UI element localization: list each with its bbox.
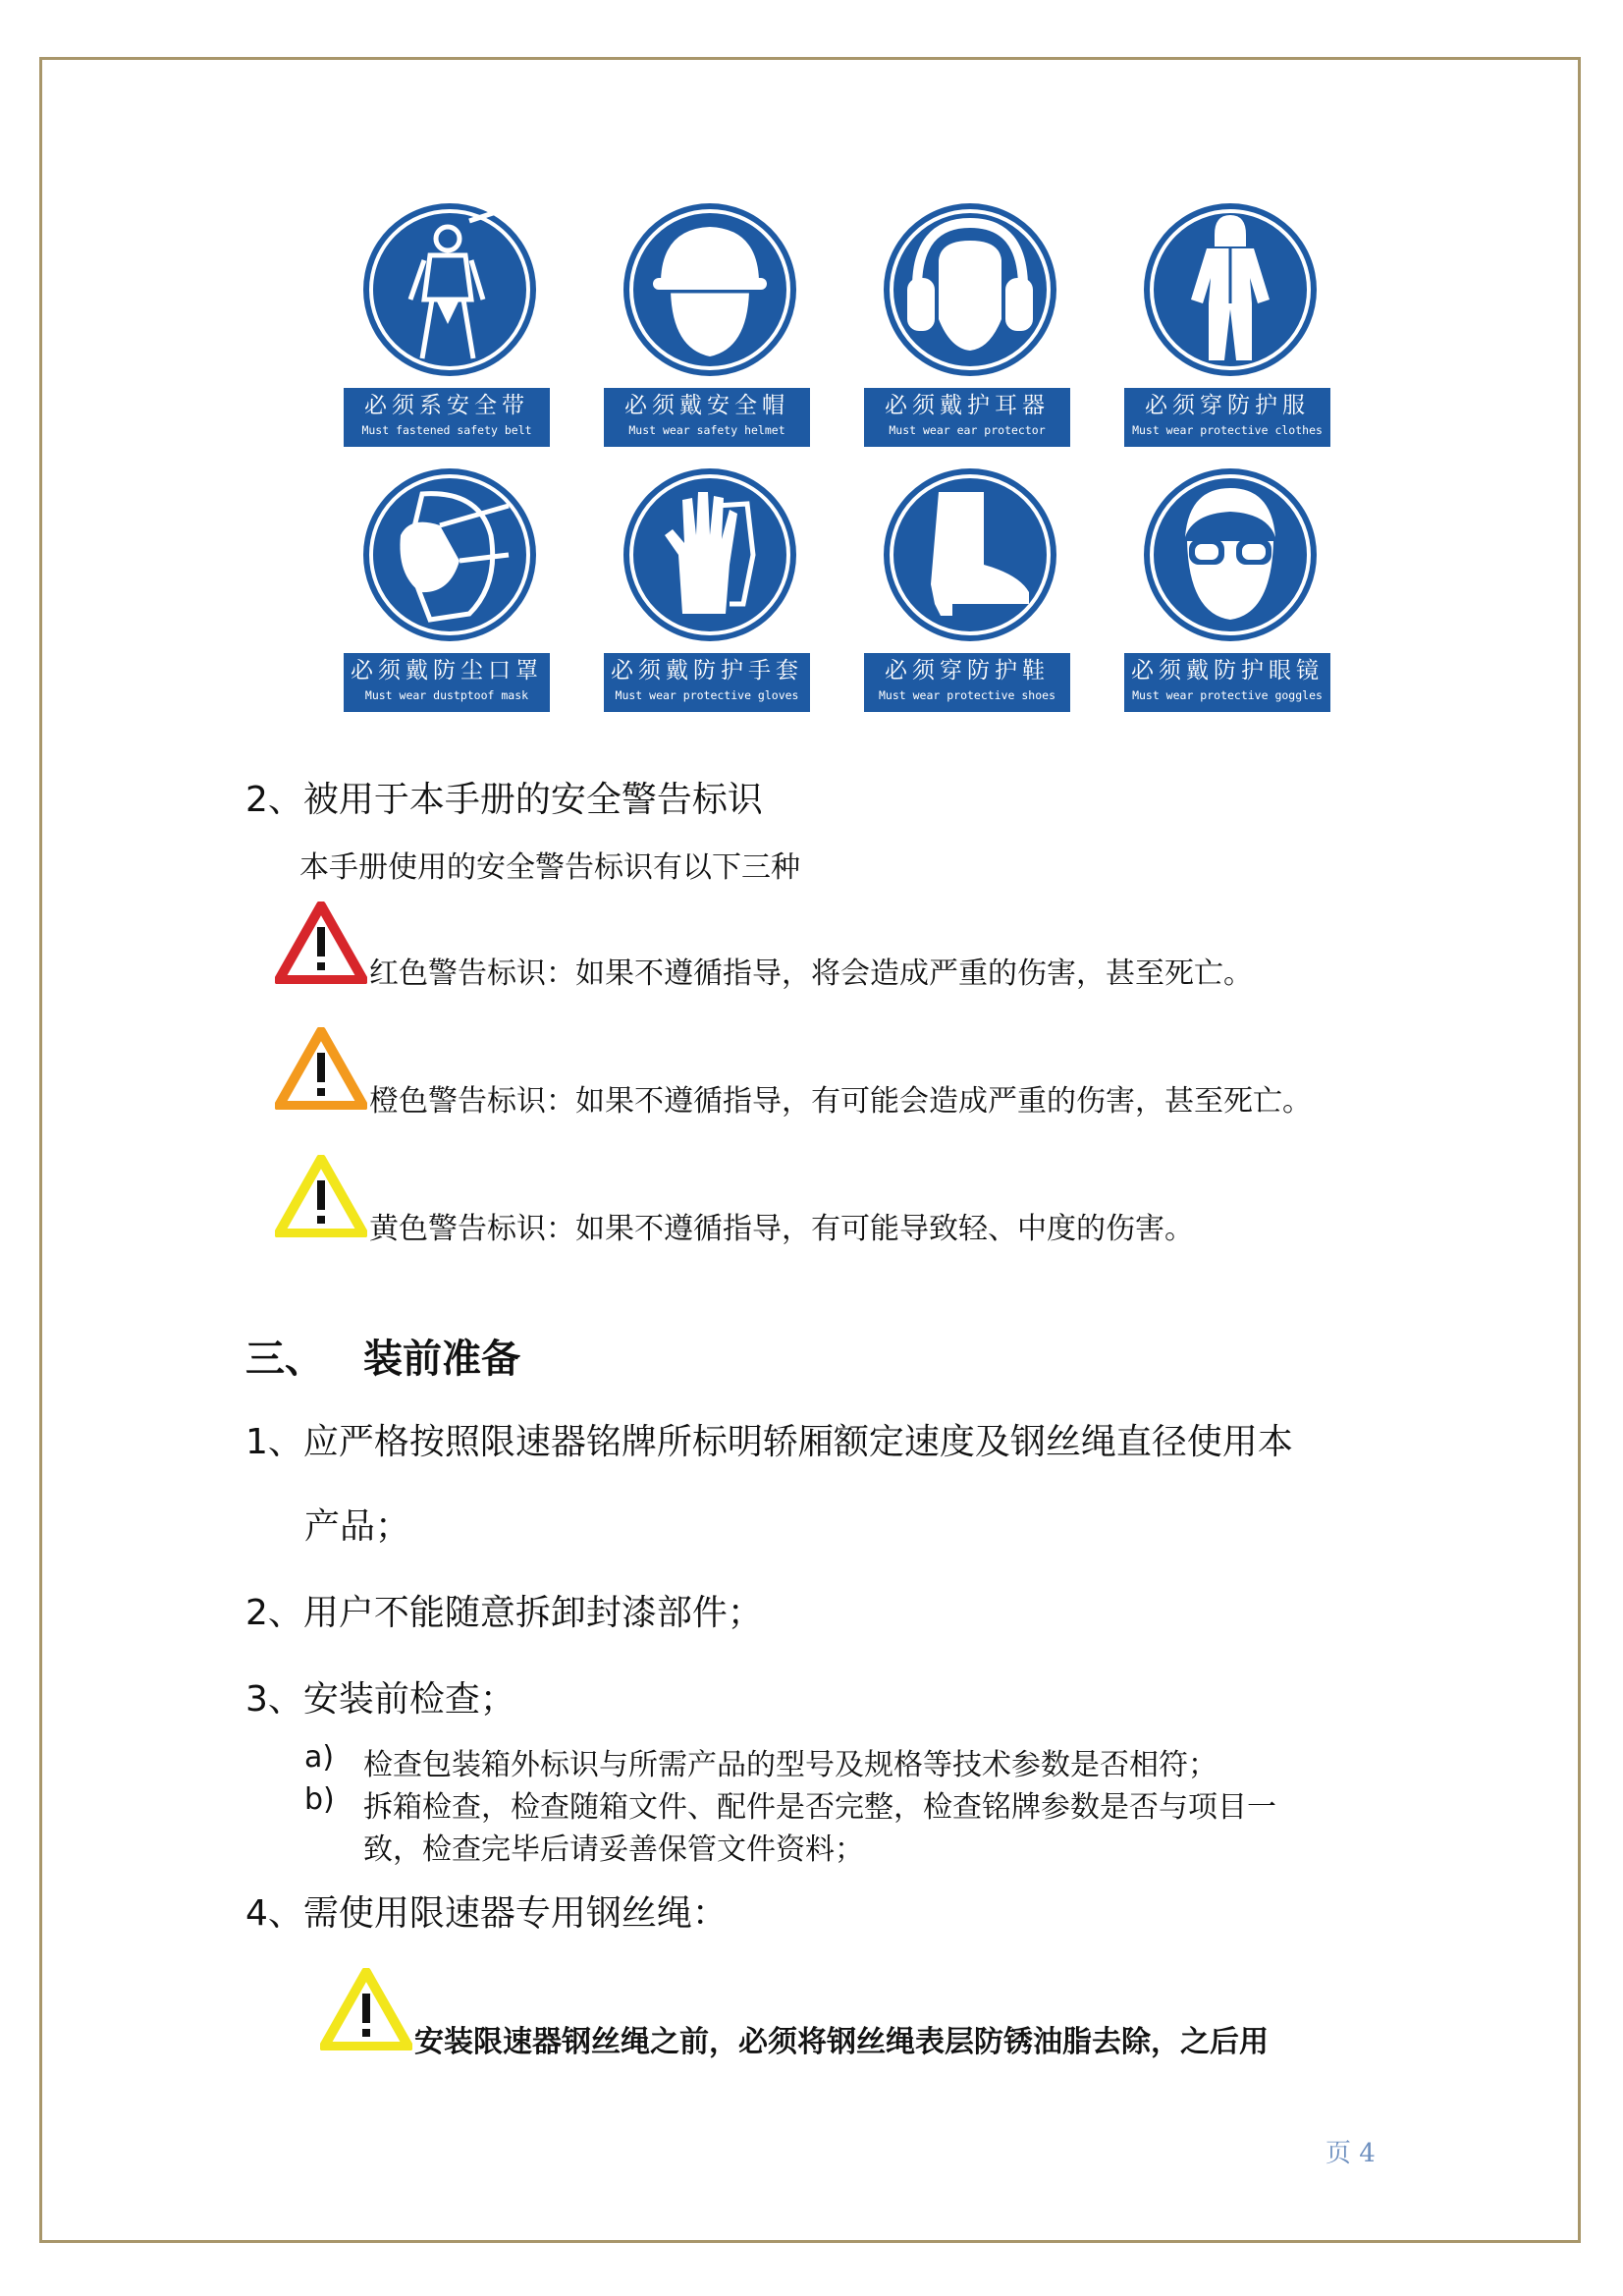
item-1-line-2: 产品； <box>304 1506 411 1547</box>
sub-b-line-2: 致，检查完毕后请妥善保管文件资料； <box>363 1832 864 1867</box>
sign-plate: 必须系安全带 Must fastened safety belt <box>344 388 550 447</box>
sign-protective-shoes <box>864 466 1070 712</box>
section-2-heading: 2、被用于本手册的安全警告标识 <box>245 780 763 820</box>
item-1-line-1: 1、应严格按照限速器铭牌所标明轿厢额定速度及钢丝绳直径使用本 <box>245 1422 1293 1462</box>
protective-goggles-icon <box>1142 466 1319 643</box>
sign-plate: 必须戴防尘口罩 Must wear dustptoof mask <box>344 653 550 712</box>
item-2: 2、用户不能随意拆卸封漆部件； <box>245 1593 763 1633</box>
section-2-intro: 本手册使用的安全警告标识有以下三种 <box>299 850 800 885</box>
sub-a-label: a) <box>304 1740 335 1775</box>
sign-plate: 必须穿防护服 Must wear protective clothes <box>1124 388 1330 447</box>
red-warning-triangle-icon <box>275 902 367 984</box>
sign-safety-helmet <box>604 201 810 447</box>
sign-protective-gloves <box>604 466 810 712</box>
sign-plate: 必须戴安全帽 Must wear safety helmet <box>604 388 810 447</box>
sign-plate: 必须戴护耳器 Must wear ear protector <box>864 388 1070 447</box>
section-3-title: 装前准备 <box>363 1337 520 1382</box>
protective-shoes-icon <box>882 466 1058 643</box>
item-4: 4、需使用限速器专用钢丝绳： <box>245 1893 728 1934</box>
yellow-warning-triangle-icon <box>275 1155 367 1237</box>
sign-protective-clothes <box>1124 201 1330 447</box>
orange-warning-triangle-icon <box>275 1027 367 1110</box>
item-3: 3、安装前检查； <box>245 1679 515 1720</box>
warning-yellow-text: 黄色警告标识：如果不遵循指导，有可能导致轻、中度的伤害。 <box>369 1212 1194 1246</box>
sign-safety-belt <box>344 201 550 447</box>
sub-b-line-1: 拆箱检查，检查随箱文件、配件是否完整，检查铭牌参数是否与项目一 <box>363 1790 1276 1825</box>
protective-clothes-icon <box>1142 201 1319 378</box>
sub-a-text: 检查包装箱外标识与所需产品的型号及规格等技术参数是否相符； <box>363 1748 1217 1782</box>
sign-plate: 必须戴防护眼镜 Must wear protective goggles <box>1124 653 1330 712</box>
dust-mask-icon <box>361 466 538 643</box>
warning-red-text: 红色警告标识：如果不遵循指导，将会造成严重的伤害，甚至死亡。 <box>369 957 1253 991</box>
yellow-warning-triangle-icon <box>320 1968 412 2050</box>
ear-protector-icon <box>882 201 1058 378</box>
safety-belt-icon <box>361 201 538 378</box>
safety-helmet-icon <box>622 201 798 378</box>
sub-b-label: b) <box>304 1782 335 1817</box>
sign-plate: 必须戴防护手套 Must wear protective gloves <box>604 653 810 712</box>
sign-ear-protector <box>864 201 1070 447</box>
section-3-number: 三、 <box>245 1337 324 1382</box>
protective-gloves-icon <box>622 466 798 643</box>
install-note-text: 安装限速器钢丝绳之前，必须将钢丝绳表层防锈油脂去除，之后用 <box>414 2025 1269 2059</box>
sign-dust-mask <box>344 466 550 712</box>
sign-plate: 必须穿防护鞋 Must wear protective shoes <box>864 653 1070 712</box>
page-number: 页 4 <box>1325 2139 1376 2168</box>
warning-orange-text: 橙色警告标识：如果不遵循指导，有可能会造成严重的伤害，甚至死亡。 <box>369 1084 1312 1119</box>
sign-protective-goggles <box>1124 466 1330 712</box>
